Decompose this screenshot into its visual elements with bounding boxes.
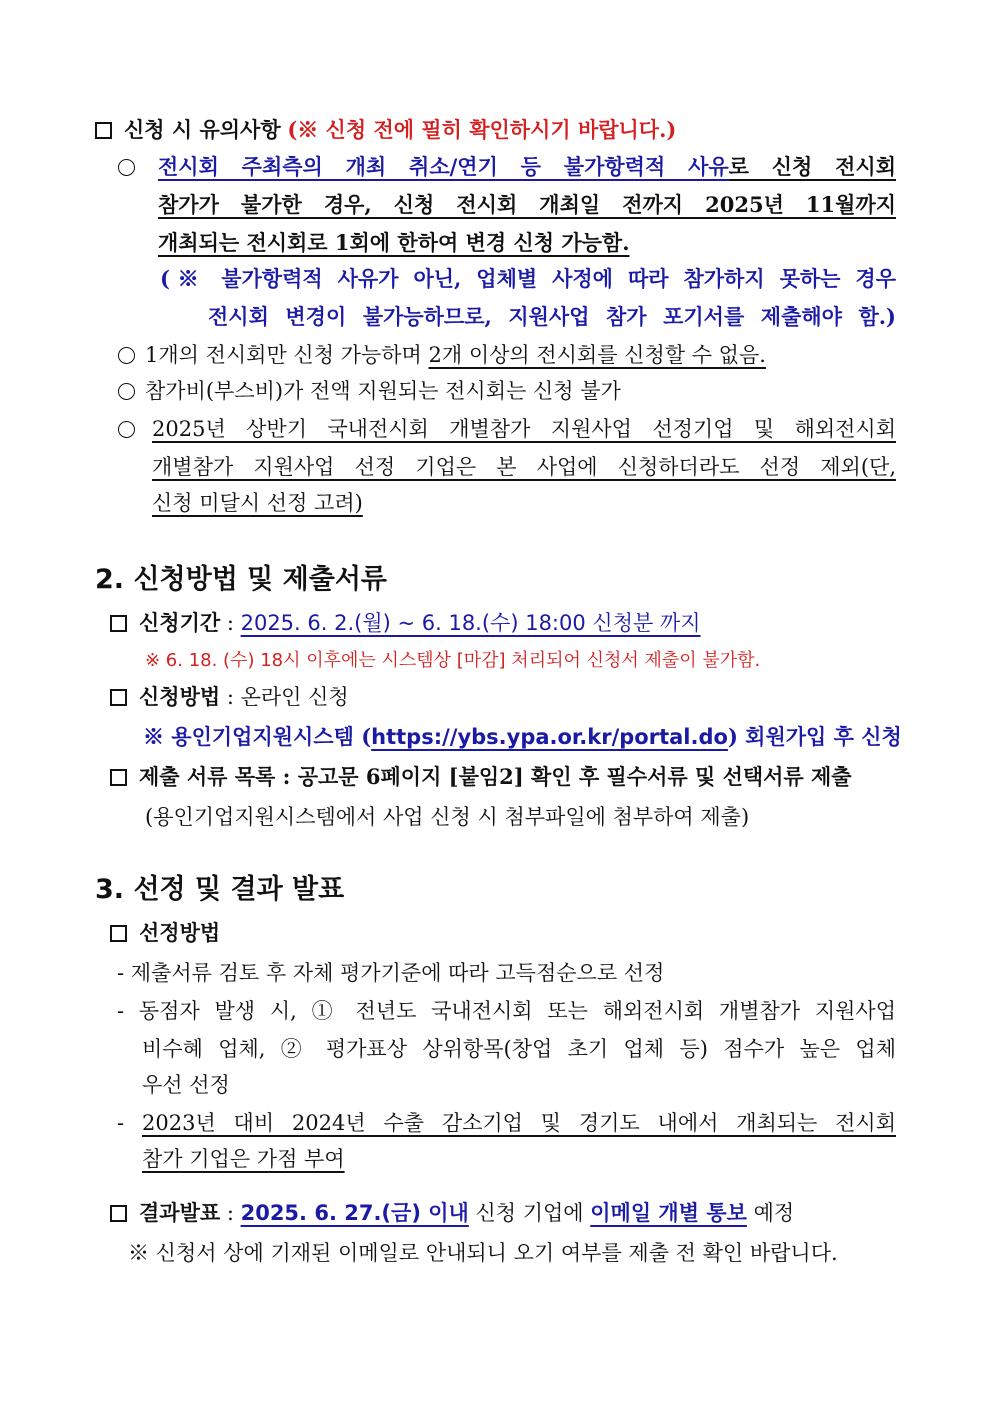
period-value: 2025. 6. 2.(월) ~ 6. 18.(수) 18:00 신청분 까지 bbox=[240, 611, 701, 635]
force-majeure-text: 전시회 주최측의 개최 취소/연기 등 불가항력적 사유 bbox=[158, 154, 729, 179]
notice-item1-note2: 전시회 변경이 불가능하므로, 지원사업 참가 포기서를 제출해야 함.) bbox=[208, 304, 896, 329]
notice-item3: 참가비(부스비)가 전액 지원되는 전시회는 신청 불가 bbox=[118, 376, 621, 406]
notice-item4-line1: 2025년 상반기 국내전시회 개별참가 지원사업 선정기업 및 해외전시회 bbox=[152, 417, 896, 441]
notice-item1-line3: 개최되는 전시회로 1회에 한하여 변경 신청 가능함. bbox=[158, 230, 630, 255]
result-note: ※ 신청서 상에 기재된 이메일로 안내되니 오기 여부를 제출 전 확인 바랍니다. bbox=[128, 1241, 838, 1265]
selection-method-line: 선정방법 bbox=[110, 918, 220, 948]
notice-item4-line2: 개별참가 지원사업 선정 기업은 본 사업에 신청하더라도 선정 제외(단, bbox=[152, 455, 896, 479]
notice-heading-line bbox=[95, 115, 676, 145]
checkbox-square-icon bbox=[110, 1205, 127, 1222]
notice-item2: 1개의 전시회만 신청 가능하며 2개 이상의 전시회를 신청할 수 없음. bbox=[118, 340, 766, 370]
notice-item1-line1: 전시회 주최측의 개최 취소/연기 등 불가항력적 사유로 신청 전시회 bbox=[158, 154, 896, 179]
selection-bullet2-line2: 비수혜 업체, ② 평가표상 상위항목(창업 초기 업체 등) 점수가 높은 업체 bbox=[142, 1037, 896, 1061]
selection-bullet3-line2: 참가 기업은 가점 부여 bbox=[142, 1147, 345, 1171]
notice-heading: 신청 시 유의사항 bbox=[124, 117, 281, 142]
docs-line: 제출 서류 목록 : 공고문 6페이지 [붙임2] 확인 후 필수서류 및 선택서류 제출 bbox=[110, 762, 896, 792]
result-date: 2025. 6. 27.(금) 이내 bbox=[240, 1201, 469, 1225]
portal-link[interactable]: https://ybs.ypa.or.kr/portal.do bbox=[371, 725, 728, 749]
section3-title: 3. 선정 및 결과 발표 bbox=[95, 874, 345, 905]
selection-bullet3-line1: 2023년 대비 2024년 수출 감소기업 및 경기도 내에서 개최되는 전시회 bbox=[142, 1111, 896, 1135]
period-line: 신청기간 : 2025. 6. 2.(월) ~ 6. 18.(수) 18:00 신청분 까지 bbox=[110, 608, 701, 638]
checkbox-square-icon bbox=[110, 615, 127, 632]
notice-item1-line2: 참가가 불가한 경우, 신청 전시회 개최일 전까지 2025년 11월까지 bbox=[158, 192, 896, 217]
result-line: 결과발표 : 2025. 6. 27.(금) 이내 신청 기업에 이메일 개별 통보 예정 bbox=[110, 1198, 794, 1228]
circle-bullet-icon bbox=[118, 152, 145, 182]
notice-item4-line3: 신청 미달시 선정 고려) bbox=[152, 491, 363, 515]
selection-bullet3-dash: - bbox=[117, 1111, 125, 1135]
checkbox-square-icon bbox=[110, 925, 127, 942]
checkbox-square-icon bbox=[110, 769, 127, 786]
period-note: ※ 6. 18. (수) 18시 이후에는 시스템상 [마감] 처리되어 신청서 제출이 불가함. bbox=[145, 650, 761, 671]
method-note: ※ 용인기업지원시스템 (https://ybs.ypa.or.kr/portal.do) 회원가입 후 신청 bbox=[143, 724, 902, 749]
selection-bullet2-line1: - 동점자 발생 시, ① 전년도 국내전시회 또는 해외전시회 개별참가 지원사업 bbox=[117, 999, 896, 1023]
section2-title: 2. 신청방법 및 제출서류 bbox=[95, 564, 387, 595]
selection-bullet1: - 제출서류 검토 후 자체 평가기준에 따라 고득점순으로 선정 bbox=[117, 961, 665, 985]
notice-item1-note1: (※ 불가항력적 사유가 아닌, 업체별 사정에 따라 참가하지 못하는 경우 bbox=[160, 266, 896, 291]
result-email-notice: 이메일 개별 통보 bbox=[590, 1200, 747, 1225]
checkbox-square-icon bbox=[95, 122, 112, 139]
circle-bullet-icon bbox=[118, 383, 135, 400]
docs-note: (용인기업지원시스템에서 사업 신청 시 첨부파일에 첨부하여 제출) bbox=[145, 805, 750, 829]
notice-warning: (※ 신청 전에 필히 확인하시기 바랍니다.) bbox=[287, 117, 677, 142]
circle-bullet-icon bbox=[118, 347, 135, 364]
circle-bullet-icon bbox=[118, 414, 145, 444]
method-line: 신청방법 : 온라인 신청 bbox=[110, 682, 349, 712]
selection-bullet2-line3: 우선 선정 bbox=[142, 1073, 230, 1097]
checkbox-square-icon bbox=[110, 689, 127, 706]
